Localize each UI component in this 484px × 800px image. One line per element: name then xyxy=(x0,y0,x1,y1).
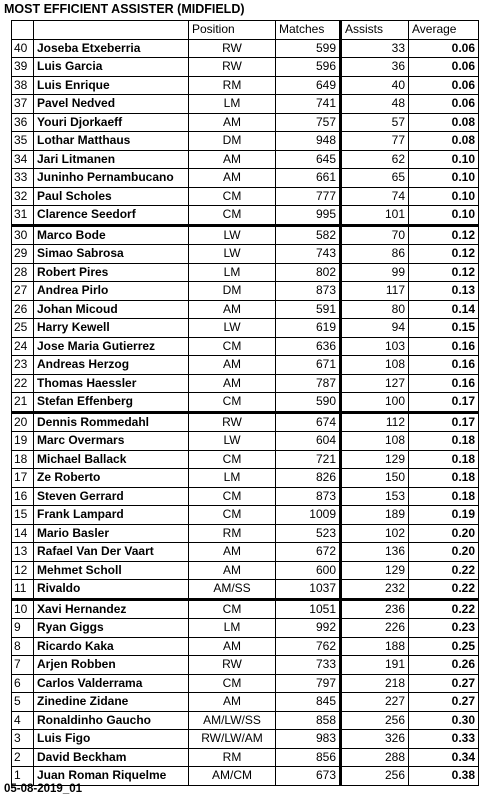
assists-cell: 256 xyxy=(341,767,409,786)
assists-cell: 227 xyxy=(341,693,409,712)
assists-cell: 188 xyxy=(341,637,409,656)
assists-cell: 101 xyxy=(341,206,409,226)
player-name: Rivaldo xyxy=(34,580,189,600)
matches-cell: 636 xyxy=(276,337,341,356)
player-name: Harry Kewell xyxy=(34,319,189,338)
table-row xyxy=(12,599,479,619)
rank-cell: 5 xyxy=(12,693,34,712)
assister-table xyxy=(11,20,479,786)
matches-cell: 743 xyxy=(276,245,341,264)
average-cell: 0.38 xyxy=(409,767,479,786)
position-cell: RM xyxy=(189,76,276,95)
header-rank xyxy=(12,21,34,40)
assists-cell: 108 xyxy=(341,356,409,375)
average-cell: 0.19 xyxy=(409,506,479,525)
matches-cell: 645 xyxy=(276,150,341,169)
player-name: Mario Basler xyxy=(34,524,189,543)
rank-cell: 40 xyxy=(12,39,34,58)
matches-cell: 673 xyxy=(276,767,341,786)
average-cell: 0.08 xyxy=(409,132,479,151)
average-cell: 0.06 xyxy=(409,76,479,95)
average-cell: 0.12 xyxy=(409,245,479,264)
average-cell: 0.06 xyxy=(409,39,479,58)
table-header-row xyxy=(12,21,479,40)
average-cell: 0.20 xyxy=(409,543,479,562)
matches-cell: 948 xyxy=(276,132,341,151)
matches-cell: 599 xyxy=(276,39,341,58)
matches-cell: 983 xyxy=(276,730,341,749)
average-cell: 0.10 xyxy=(409,187,479,206)
position-cell: AM xyxy=(189,693,276,712)
matches-cell: 672 xyxy=(276,543,341,562)
average-cell: 0.15 xyxy=(409,319,479,338)
assists-cell: 226 xyxy=(341,619,409,638)
matches-cell: 802 xyxy=(276,263,341,282)
matches-cell: 873 xyxy=(276,487,341,506)
table-row xyxy=(12,469,479,488)
table-row xyxy=(12,150,479,169)
assists-cell: 256 xyxy=(341,711,409,730)
position-cell: AM/LW/SS xyxy=(189,711,276,730)
footer-code: 05-08-2019_01 xyxy=(4,783,83,795)
player-name: Clarence Seedorf xyxy=(34,206,189,226)
table-row xyxy=(12,393,479,413)
table-row xyxy=(12,730,479,749)
average-cell: 0.22 xyxy=(409,580,479,600)
assists-cell: 127 xyxy=(341,374,409,393)
player-name: Zinedine Zidane xyxy=(34,693,189,712)
assists-cell: 129 xyxy=(341,561,409,580)
rank-cell: 34 xyxy=(12,150,34,169)
rank-cell: 23 xyxy=(12,356,34,375)
rank-cell: 17 xyxy=(12,469,34,488)
assists-cell: 33 xyxy=(341,39,409,58)
position-cell: LW xyxy=(189,432,276,451)
rank-cell: 26 xyxy=(12,300,34,319)
rank-cell: 20 xyxy=(12,412,34,432)
table-row xyxy=(12,450,479,469)
matches-cell: 995 xyxy=(276,206,341,226)
average-cell: 0.22 xyxy=(409,561,479,580)
matches-cell: 1009 xyxy=(276,506,341,525)
position-cell: LM xyxy=(189,469,276,488)
table-row xyxy=(12,58,479,77)
rank-cell: 15 xyxy=(12,506,34,525)
player-name: Andreas Herzog xyxy=(34,356,189,375)
average-cell: 0.10 xyxy=(409,169,479,188)
average-cell: 0.10 xyxy=(409,150,479,169)
header-assists: Assists xyxy=(341,21,409,40)
position-cell: AM xyxy=(189,561,276,580)
matches-cell: 762 xyxy=(276,637,341,656)
player-name: Luis Enrique xyxy=(34,76,189,95)
table-row xyxy=(12,319,479,338)
average-cell: 0.22 xyxy=(409,599,479,619)
assists-cell: 136 xyxy=(341,543,409,562)
position-cell: CM xyxy=(189,506,276,525)
assists-cell: 108 xyxy=(341,432,409,451)
matches-cell: 845 xyxy=(276,693,341,712)
header-position: Position xyxy=(189,21,276,40)
position-cell: CM xyxy=(189,206,276,226)
average-cell: 0.06 xyxy=(409,95,479,114)
average-cell: 0.20 xyxy=(409,524,479,543)
position-cell: RW xyxy=(189,39,276,58)
rank-cell: 11 xyxy=(12,580,34,600)
rank-cell: 1 xyxy=(12,767,34,786)
header-average: Average xyxy=(409,21,479,40)
average-cell: 0.18 xyxy=(409,450,479,469)
matches-cell: 590 xyxy=(276,393,341,413)
position-cell: LM xyxy=(189,95,276,114)
matches-cell: 757 xyxy=(276,113,341,132)
assists-cell: 112 xyxy=(341,412,409,432)
table-row xyxy=(12,245,479,264)
assists-cell: 74 xyxy=(341,187,409,206)
position-cell: AM xyxy=(189,150,276,169)
rank-cell: 19 xyxy=(12,432,34,451)
rank-cell: 33 xyxy=(12,169,34,188)
player-name: Joseba Etxeberria xyxy=(34,39,189,58)
player-name: Michael Ballack xyxy=(34,450,189,469)
matches-cell: 619 xyxy=(276,319,341,338)
table-row xyxy=(12,506,479,525)
matches-cell: 661 xyxy=(276,169,341,188)
matches-cell: 591 xyxy=(276,300,341,319)
matches-cell: 787 xyxy=(276,374,341,393)
assists-cell: 40 xyxy=(341,76,409,95)
header-matches: Matches xyxy=(276,21,341,40)
assists-cell: 102 xyxy=(341,524,409,543)
table-row xyxy=(12,748,479,767)
average-cell: 0.13 xyxy=(409,282,479,301)
table-row xyxy=(12,374,479,393)
position-cell: DM xyxy=(189,132,276,151)
average-cell: 0.30 xyxy=(409,711,479,730)
matches-cell: 649 xyxy=(276,76,341,95)
average-cell: 0.12 xyxy=(409,263,479,282)
table-row xyxy=(12,113,479,132)
rank-cell: 31 xyxy=(12,206,34,226)
position-cell: DM xyxy=(189,282,276,301)
rank-cell: 10 xyxy=(12,599,34,619)
average-cell: 0.27 xyxy=(409,674,479,693)
table-row xyxy=(12,39,479,58)
assists-cell: 232 xyxy=(341,580,409,600)
player-name: Jose Maria Gutierrez xyxy=(34,337,189,356)
assists-cell: 86 xyxy=(341,245,409,264)
matches-cell: 600 xyxy=(276,561,341,580)
position-cell: RM xyxy=(189,748,276,767)
player-name: Steven Gerrard xyxy=(34,487,189,506)
assists-cell: 191 xyxy=(341,656,409,675)
table-row xyxy=(12,432,479,451)
matches-cell: 856 xyxy=(276,748,341,767)
table-row xyxy=(12,637,479,656)
assists-cell: 62 xyxy=(341,150,409,169)
assists-cell: 65 xyxy=(341,169,409,188)
assists-cell: 150 xyxy=(341,469,409,488)
average-cell: 0.18 xyxy=(409,487,479,506)
rank-cell: 9 xyxy=(12,619,34,638)
player-name: Simao Sabrosa xyxy=(34,245,189,264)
table-row xyxy=(12,561,479,580)
player-name: Youri Djorkaeff xyxy=(34,113,189,132)
position-cell: CM xyxy=(189,674,276,693)
player-name: David Beckham xyxy=(34,748,189,767)
assists-cell: 99 xyxy=(341,263,409,282)
player-name: Robert Pires xyxy=(34,263,189,282)
matches-cell: 523 xyxy=(276,524,341,543)
matches-cell: 674 xyxy=(276,412,341,432)
assists-cell: 100 xyxy=(341,393,409,413)
table-row xyxy=(12,132,479,151)
player-name: Juan Roman Riquelme xyxy=(34,767,189,786)
player-name: Pavel Nedved xyxy=(34,95,189,114)
matches-cell: 777 xyxy=(276,187,341,206)
average-cell: 0.34 xyxy=(409,748,479,767)
player-name: Johan Micoud xyxy=(34,300,189,319)
rank-cell: 24 xyxy=(12,337,34,356)
matches-cell: 582 xyxy=(276,225,341,245)
matches-cell: 604 xyxy=(276,432,341,451)
matches-cell: 873 xyxy=(276,282,341,301)
rank-cell: 16 xyxy=(12,487,34,506)
matches-cell: 797 xyxy=(276,674,341,693)
average-cell: 0.12 xyxy=(409,225,479,245)
assists-cell: 80 xyxy=(341,300,409,319)
assists-cell: 57 xyxy=(341,113,409,132)
position-cell: CM xyxy=(189,393,276,413)
page-title: MOST EFFICIENT ASSISTER (MIDFIELD) xyxy=(4,2,245,16)
position-cell: AM xyxy=(189,543,276,562)
average-cell: 0.25 xyxy=(409,637,479,656)
table-row xyxy=(12,656,479,675)
rank-cell: 35 xyxy=(12,132,34,151)
average-cell: 0.14 xyxy=(409,300,479,319)
average-cell: 0.18 xyxy=(409,469,479,488)
position-cell: RW xyxy=(189,412,276,432)
table-row xyxy=(12,674,479,693)
table-row xyxy=(12,580,479,600)
rank-cell: 39 xyxy=(12,58,34,77)
player-name: Juninho Pernambucano xyxy=(34,169,189,188)
table-row xyxy=(12,225,479,245)
assists-cell: 288 xyxy=(341,748,409,767)
table-row xyxy=(12,487,479,506)
assists-cell: 103 xyxy=(341,337,409,356)
player-name: Luis Figo xyxy=(34,730,189,749)
rank-cell: 3 xyxy=(12,730,34,749)
position-cell: LW xyxy=(189,319,276,338)
assists-cell: 36 xyxy=(341,58,409,77)
assists-cell: 129 xyxy=(341,450,409,469)
average-cell: 0.16 xyxy=(409,356,479,375)
position-cell: AM/SS xyxy=(189,580,276,600)
position-cell: RM xyxy=(189,524,276,543)
matches-cell: 992 xyxy=(276,619,341,638)
table-row xyxy=(12,95,479,114)
assists-cell: 94 xyxy=(341,319,409,338)
rank-cell: 36 xyxy=(12,113,34,132)
table-row xyxy=(12,187,479,206)
rank-cell: 22 xyxy=(12,374,34,393)
player-name: Carlos Valderrama xyxy=(34,674,189,693)
position-cell: CM xyxy=(189,487,276,506)
player-name: Ryan Giggs xyxy=(34,619,189,638)
player-name: Thomas Haessler xyxy=(34,374,189,393)
average-cell: 0.17 xyxy=(409,393,479,413)
table-row xyxy=(12,619,479,638)
assists-cell: 153 xyxy=(341,487,409,506)
position-cell: LM xyxy=(189,263,276,282)
matches-cell: 596 xyxy=(276,58,341,77)
rank-cell: 13 xyxy=(12,543,34,562)
average-cell: 0.16 xyxy=(409,374,479,393)
player-name: Rafael Van Der Vaart xyxy=(34,543,189,562)
table-row xyxy=(12,337,479,356)
player-name: Andrea Pirlo xyxy=(34,282,189,301)
matches-cell: 671 xyxy=(276,356,341,375)
rank-cell: 18 xyxy=(12,450,34,469)
assists-cell: 117 xyxy=(341,282,409,301)
position-cell: RW/LW/AM xyxy=(189,730,276,749)
position-cell: CM xyxy=(189,187,276,206)
player-name: Arjen Robben xyxy=(34,656,189,675)
position-cell: LM xyxy=(189,619,276,638)
player-name: Dennis Rommedahl xyxy=(34,412,189,432)
position-cell: RW xyxy=(189,58,276,77)
player-name: Xavi Hernandez xyxy=(34,599,189,619)
position-cell: AM xyxy=(189,169,276,188)
position-cell: CM xyxy=(189,599,276,619)
player-name: Paul Scholes xyxy=(34,187,189,206)
table-row xyxy=(12,693,479,712)
table-row xyxy=(12,206,479,226)
average-cell: 0.27 xyxy=(409,693,479,712)
matches-cell: 741 xyxy=(276,95,341,114)
average-cell: 0.18 xyxy=(409,432,479,451)
table-row xyxy=(12,263,479,282)
rank-cell: 30 xyxy=(12,225,34,245)
rank-cell: 37 xyxy=(12,95,34,114)
position-cell: AM xyxy=(189,300,276,319)
table-row xyxy=(12,300,479,319)
rank-cell: 32 xyxy=(12,187,34,206)
rank-cell: 38 xyxy=(12,76,34,95)
player-name: Luis Garcia xyxy=(34,58,189,77)
position-cell: AM/CM xyxy=(189,767,276,786)
rank-cell: 29 xyxy=(12,245,34,264)
table-row xyxy=(12,356,479,375)
player-name: Marco Bode xyxy=(34,225,189,245)
rank-cell: 28 xyxy=(12,263,34,282)
rank-cell: 21 xyxy=(12,393,34,413)
matches-cell: 826 xyxy=(276,469,341,488)
player-name: Ronaldinho Gaucho xyxy=(34,711,189,730)
average-cell: 0.10 xyxy=(409,206,479,226)
position-cell: AM xyxy=(189,374,276,393)
table-row xyxy=(12,711,479,730)
position-cell: AM xyxy=(189,637,276,656)
average-cell: 0.23 xyxy=(409,619,479,638)
position-cell: RW xyxy=(189,656,276,675)
matches-cell: 1037 xyxy=(276,580,341,600)
matches-cell: 721 xyxy=(276,450,341,469)
assists-cell: 326 xyxy=(341,730,409,749)
player-name: Lothar Matthaus xyxy=(34,132,189,151)
player-name: Ricardo Kaka xyxy=(34,637,189,656)
position-cell: AM xyxy=(189,356,276,375)
matches-cell: 1051 xyxy=(276,599,341,619)
rank-cell: 2 xyxy=(12,748,34,767)
rank-cell: 25 xyxy=(12,319,34,338)
matches-cell: 858 xyxy=(276,711,341,730)
player-name: Marc Overmars xyxy=(34,432,189,451)
average-cell: 0.26 xyxy=(409,656,479,675)
table-row xyxy=(12,412,479,432)
table-row xyxy=(12,543,479,562)
table-row xyxy=(12,76,479,95)
player-name: Jari Litmanen xyxy=(34,150,189,169)
player-name: Ze Roberto xyxy=(34,469,189,488)
header-name xyxy=(34,21,189,40)
rank-cell: 6 xyxy=(12,674,34,693)
player-name: Stefan Effenberg xyxy=(34,393,189,413)
rank-cell: 12 xyxy=(12,561,34,580)
rank-cell: 27 xyxy=(12,282,34,301)
average-cell: 0.08 xyxy=(409,113,479,132)
average-cell: 0.33 xyxy=(409,730,479,749)
average-cell: 0.06 xyxy=(409,58,479,77)
player-name: Frank Lampard xyxy=(34,506,189,525)
position-cell: LW xyxy=(189,225,276,245)
assists-cell: 77 xyxy=(341,132,409,151)
rank-cell: 7 xyxy=(12,656,34,675)
table-row xyxy=(12,282,479,301)
assists-cell: 236 xyxy=(341,599,409,619)
average-cell: 0.16 xyxy=(409,337,479,356)
rank-cell: 14 xyxy=(12,524,34,543)
average-cell: 0.17 xyxy=(409,412,479,432)
assists-cell: 218 xyxy=(341,674,409,693)
player-name: Mehmet Scholl xyxy=(34,561,189,580)
table-body xyxy=(12,39,479,785)
assists-cell: 189 xyxy=(341,506,409,525)
rank-cell: 4 xyxy=(12,711,34,730)
position-cell: AM xyxy=(189,113,276,132)
table-row xyxy=(12,169,479,188)
position-cell: CM xyxy=(189,337,276,356)
table-row xyxy=(12,524,479,543)
rank-cell: 8 xyxy=(12,637,34,656)
position-cell: CM xyxy=(189,450,276,469)
assists-cell: 48 xyxy=(341,95,409,114)
position-cell: LW xyxy=(189,245,276,264)
matches-cell: 733 xyxy=(276,656,341,675)
assists-cell: 70 xyxy=(341,225,409,245)
